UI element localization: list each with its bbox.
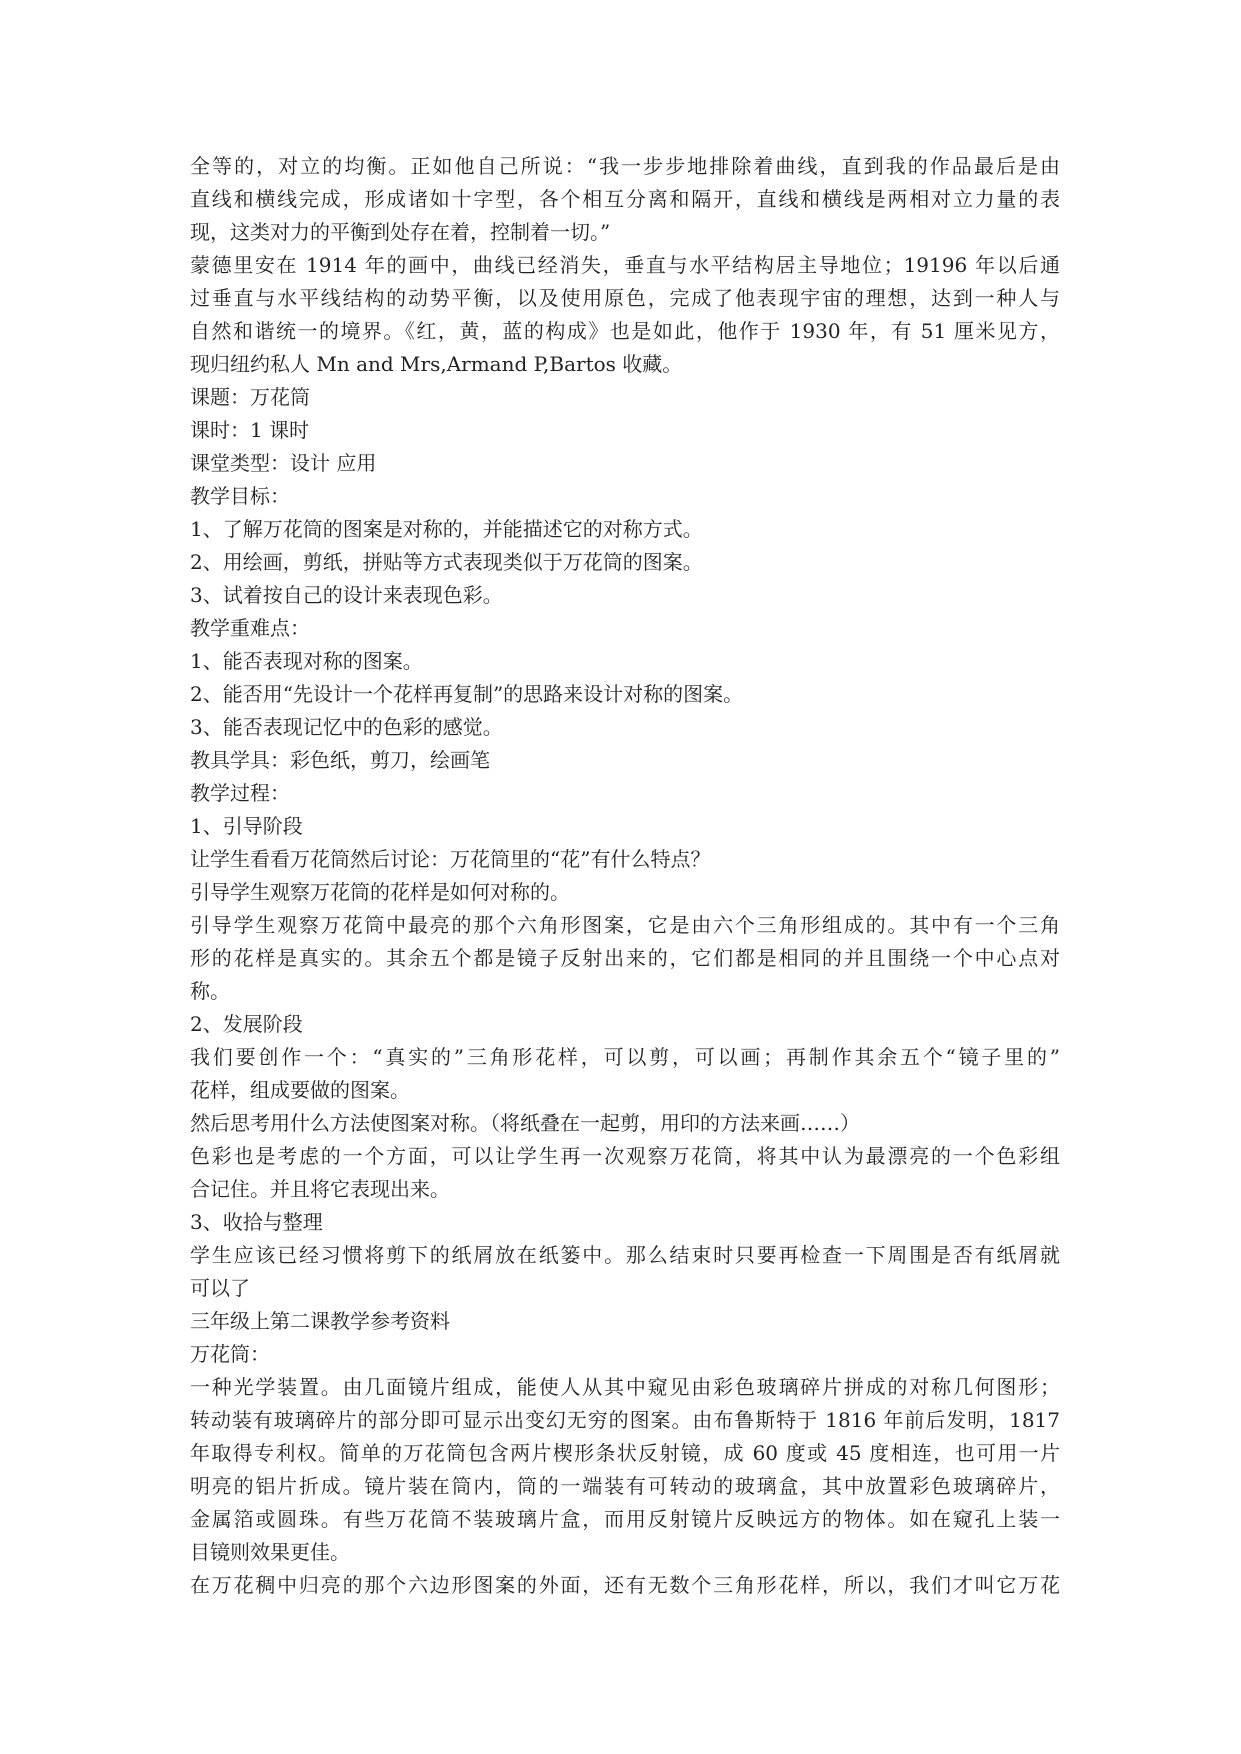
text-line: 3、试着按自己的设计来表现色彩。 <box>190 583 503 607</box>
text-line: 一种光学装置。由几面镜片组成，能使人从其中窥见由彩色玻璃碎片拼成的对称几何图形； <box>190 1375 1060 1399</box>
text-line: 全等的，对立的均衡。正如他自己所说：“我一步步地排除着曲线，直到我的作品最后是由 <box>190 154 1060 178</box>
text-line: 现归纽约私人 Mn and Mrs,Armand P,Bartos 收藏。 <box>190 352 683 376</box>
text-line: 然后思考用什么方法使图案对称。（将纸叠在一起剪，用印的方法来画……） <box>190 1111 860 1135</box>
text-line: 三年级上第二课教学参考资料 <box>190 1309 450 1333</box>
text-line: 称。 <box>190 979 230 1003</box>
text-line: 年取得专利权。简单的万花筒包含两片楔形条状反射镜，成 60 度或 45 度相连，也可用一片 <box>190 1441 1060 1465</box>
text-line: 过垂直与水平线结构的动势平衡，以及使用原色，完成了他表现宇宙的理想，达到一种人与 <box>190 286 1060 310</box>
text-line: 现，这类对力的平衡到处存在着，控制着一切。” <box>190 220 611 244</box>
text-line: 明亮的铝片折成。镜片装在筒内，筒的一端装有可转动的玻璃盒，其中放置彩色玻璃碎片， <box>190 1474 1060 1498</box>
text-line: 3、能否表现记忆中的色彩的感觉。 <box>190 715 503 739</box>
text-line: 教学重难点： <box>190 616 310 640</box>
text-line: 转动装有玻璃碎片的部分即可显示出变幻无穷的图案。由布鲁斯特于 1816 年前后发明，1817 <box>190 1408 1060 1432</box>
text-line: 可以了 <box>190 1276 250 1300</box>
text-line: 教学目标： <box>190 484 290 508</box>
text-line: 金属箔或圆珠。有些万花筒不装玻璃片盒，而用反射镜片反映远方的物体。如在窥孔上装一 <box>190 1507 1060 1531</box>
text-line: 色彩也是考虑的一个方面，可以让学生再一次观察万花筒，将其中认为最漂亮的一个色彩组 <box>190 1144 1060 1168</box>
text-line: 1、能否表现对称的图案。 <box>190 649 423 673</box>
text-line: 形的花样是真实的。其余五个都是镜子反射出来的，它们都是相同的并且围绕一个中心点对 <box>190 946 1060 970</box>
text-line: 1、引导阶段 <box>190 814 303 838</box>
text-line: 教具学具：彩色纸，剪刀，绘画笔 <box>190 748 490 772</box>
text-line: 让学生看看万花筒然后讨论：万花筒里的“花”有什么特点？ <box>190 847 711 871</box>
text-line: 引导学生观察万花筒中最亮的那个六角形图案，它是由六个三角形组成的。其中有一个三角 <box>190 913 1060 937</box>
text-line: 1、了解万花筒的图案是对称的，并能描述它的对称方式。 <box>190 517 703 541</box>
text-line: 2、发展阶段 <box>190 1012 303 1036</box>
text-line: 课题：万花筒 <box>190 385 310 409</box>
text-line: 3、收拾与整理 <box>190 1210 323 1234</box>
text-line: 学生应该已经习惯将剪下的纸屑放在纸篓中。那么结束时只要再检查一下周围是否有纸屑就 <box>190 1243 1060 1267</box>
text-line: 2、用绘画，剪纸，拼贴等方式表现类似于万花筒的图案。 <box>190 550 703 574</box>
document-body <box>190 150 1060 1602</box>
text-line: 目镜则效果更佳。 <box>190 1540 350 1564</box>
text-line: 万花筒： <box>190 1342 270 1366</box>
text-line: 自然和谐统一的境界。《红，黄，蓝的构成》也是如此，他作于 1930 年，有 51 厘米见方， <box>190 319 1060 343</box>
text-line: 在万花稠中归亮的那个六边形图案的外面，还有无数个三角形花样，所以，我们才叫它万花 <box>190 1573 1060 1597</box>
text-line: 课时：1 课时 <box>190 418 310 442</box>
text-line: 引导学生观察万花筒的花样是如何对称的。 <box>190 880 570 904</box>
text-line: 直线和横线完成，形成诸如十字型，各个相互分离和隔开，直线和横线是两相对立力量的表 <box>190 187 1060 211</box>
text-line: 教学过程： <box>190 781 290 805</box>
text-line: 蒙德里安在 1914 年的画中，曲线已经消失，垂直与水平结构居主导地位；19196 年以后通 <box>190 253 1060 277</box>
text-line: 我们要创作一个：“真实的”三角形花样，可以剪，可以画；再制作其余五个“镜子里的” <box>190 1045 1060 1069</box>
text-line: 2、能否用“先设计一个花样再复制”的思路来设计对称的图案。 <box>190 682 744 706</box>
text-line: 花样，组成要做的图案。 <box>190 1078 410 1102</box>
text-line: 合记住。并且将它表现出来。 <box>190 1177 450 1201</box>
text-line: 课堂类型：设计 应用 <box>190 451 377 475</box>
